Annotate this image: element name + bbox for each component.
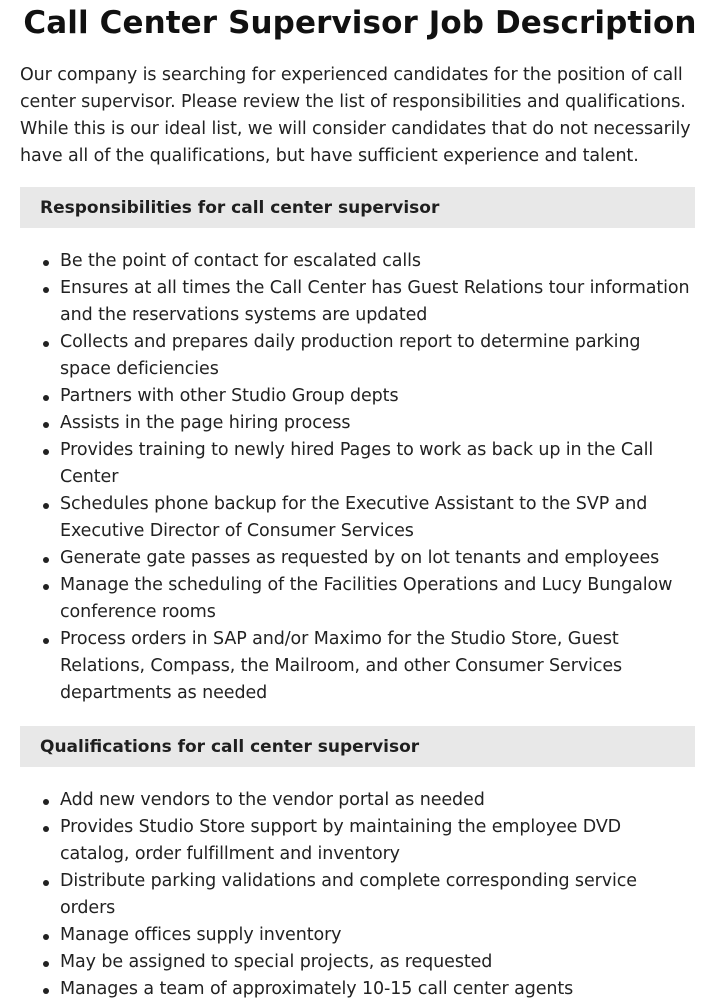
responsibilities-list [20, 248, 695, 707]
list-item-text: May be assigned to special projects, as requested [60, 952, 493, 972]
list-item-text: Collects and prepares daily production report to determine parking space deficiencies [60, 332, 641, 379]
list-item [20, 949, 695, 976]
list-item [20, 410, 695, 437]
list-item [20, 275, 695, 329]
list-item [20, 437, 695, 491]
bullet-icon [43, 961, 49, 967]
list-item [20, 572, 695, 626]
list-item [20, 626, 695, 707]
bullet-icon [43, 638, 49, 644]
bullet-icon [43, 422, 49, 428]
bullet-icon [43, 988, 49, 994]
bullet-icon [43, 287, 49, 293]
bullet-icon [43, 880, 49, 886]
list-item-text: Process orders in SAP and/or Maximo for the Studio Store, Guest Relations, Compass, the Mailroom, and other Consumer Services departments as needed [60, 629, 623, 703]
list-item-text: Manages a team of approximately 10-15 call center agents [60, 979, 574, 999]
bullet-icon [43, 557, 49, 563]
list-item [20, 329, 695, 383]
list-item [20, 976, 695, 1003]
bullet-icon [43, 934, 49, 940]
list-item [20, 814, 695, 868]
list-item-text: Provides training to newly hired Pages to work as back up in the Call Center [60, 440, 654, 487]
bullet-icon [43, 799, 49, 805]
bullet-icon [43, 826, 49, 832]
list-item-text: Manage the scheduling of the Facilities Operations and Lucy Bungalow conference rooms [60, 575, 673, 622]
bullet-icon [43, 503, 49, 509]
list-item [20, 248, 695, 275]
bullet-icon [43, 341, 49, 347]
list-item [20, 545, 695, 572]
list-item-text: Manage offices supply inventory [60, 925, 342, 945]
list-item-text: Assists in the page hiring process [60, 413, 351, 433]
list-item-text: Generate gate passes as requested by on lot tenants and employees [60, 548, 660, 568]
list-item-text: Schedules phone backup for the Executive Assistant to the SVP and Executive Director of Consumer Services [60, 494, 648, 541]
list-item [20, 787, 695, 814]
list-item-text: Distribute parking validations and complete corresponding service orders [60, 871, 637, 918]
list-item-text: Partners with other Studio Group depts [60, 386, 399, 406]
list-item-text: Add new vendors to the vendor portal as needed [60, 790, 485, 810]
list-item-text: Ensures at all times the Call Center has Guest Relations tour information and the reservations systems are updated [60, 278, 690, 325]
list-item [20, 868, 695, 922]
page-title: Call Center Supervisor Job Description [23, 5, 697, 41]
bullet-icon [43, 449, 49, 455]
qualifications-heading: Qualifications for call center supervisor [20, 726, 695, 767]
list-item-text: Be the point of contact for escalated calls [60, 251, 421, 271]
list-item [20, 383, 695, 410]
qualifications-list [20, 787, 695, 1003]
list-item [20, 922, 695, 949]
bullet-icon [43, 584, 49, 590]
list-item [20, 491, 695, 545]
responsibilities-heading: Responsibilities for call center supervisor [20, 187, 695, 228]
bullet-icon [43, 395, 49, 401]
list-item-text: Provides Studio Store support by maintaining the employee DVD catalog, order fulfillment and inventory [60, 817, 622, 864]
bullet-icon [43, 260, 49, 266]
intro-paragraph: Our company is searching for experienced candidates for the position of call center supervisor. Please review the list of responsibilities and qualifications. While this is our ideal list, we will consider candidates that do not necessarily have all of the qualifications, but have sufficient experience and talent. [20, 65, 691, 166]
